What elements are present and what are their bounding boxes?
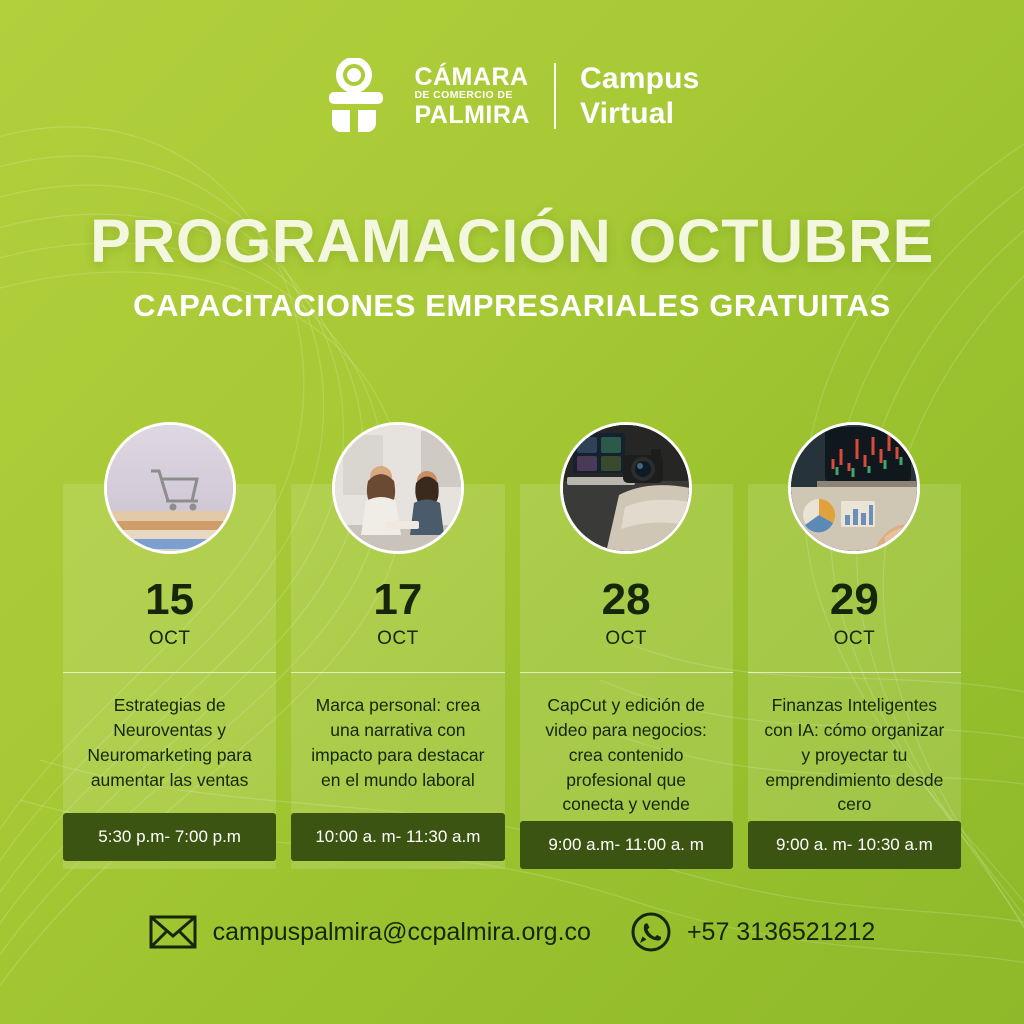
- event-card: [63, 484, 276, 869]
- email-text: campuspalmira@ccpalmira.org.co: [212, 917, 591, 946]
- event-description: CapCut y edición de video para negocios: crea contenido profesional que conecta y vende: [545, 695, 707, 815]
- event-day: 17: [373, 575, 423, 624]
- event-description: Marca personal: crea una narrativa con impacto para destacar en el mundo laboral: [311, 695, 485, 790]
- email-contact[interactable]: [149, 915, 591, 949]
- brand-name: [414, 64, 530, 128]
- event-card: [748, 484, 961, 869]
- event-month: OCT: [148, 628, 191, 649]
- brand-logo: [324, 58, 530, 134]
- page-subtitle: CAPACITACIONES EMPRESARIALES GRATUITAS: [133, 288, 891, 323]
- events-list: [63, 484, 961, 869]
- event-time: 9:00 a. m- 10:30 a.m: [748, 821, 961, 869]
- event-card: [520, 484, 733, 869]
- page-title: PROGRAMACIÓN OCTUBRE: [90, 207, 934, 275]
- event-time: 5:30 p.m- 7:00 p.m: [63, 813, 276, 861]
- campus-line2: Virtual: [579, 97, 675, 130]
- event-month: OCT: [377, 628, 419, 649]
- event-card: [291, 484, 504, 869]
- event-day: 29: [829, 575, 879, 624]
- brand-name-line3: PALMIRA: [414, 100, 530, 129]
- event-time: 10:00 a. m- 11:30 a.m: [291, 813, 504, 861]
- cic-logo-icon: [324, 58, 396, 134]
- camera-and-laptop-photo: [563, 425, 689, 551]
- phone-contact[interactable]: [631, 912, 875, 952]
- brand-name-line2: DE COMERCIO DE: [414, 89, 513, 102]
- event-description: Estrategias de Neuroventas y Neuromarketing para aumentar las ventas: [87, 695, 252, 790]
- event-month: OCT: [833, 628, 876, 649]
- footer-contact: [0, 912, 1024, 952]
- event-month: OCT: [605, 628, 647, 649]
- campus-line1: Campus: [579, 61, 700, 95]
- shopping-cart-on-books-photo: [107, 425, 233, 551]
- header: [0, 58, 1024, 134]
- event-photo: [560, 422, 692, 554]
- event-day: 28: [601, 575, 651, 624]
- event-description: Finanzas Inteligentes con IA: cómo organizar y proyectar tu emprendimiento desde cero: [764, 695, 945, 815]
- finance-charts-desk-photo: [791, 425, 917, 551]
- event-photo: [788, 422, 920, 554]
- event-photo: [104, 422, 236, 554]
- event-time: 9:00 a.m- 11:00 a. m: [520, 821, 733, 869]
- header-divider: [554, 63, 556, 129]
- phone-text: +57 3136521212: [686, 917, 876, 946]
- campus-virtual-label: [580, 61, 700, 132]
- two-women-meeting-photo: [335, 425, 461, 551]
- brand-name-line1: CÁMARA: [414, 63, 529, 92]
- whatsapp-icon: [631, 912, 671, 952]
- event-photo: [332, 422, 464, 554]
- envelope-icon: [149, 915, 197, 949]
- event-day: 15: [145, 575, 195, 624]
